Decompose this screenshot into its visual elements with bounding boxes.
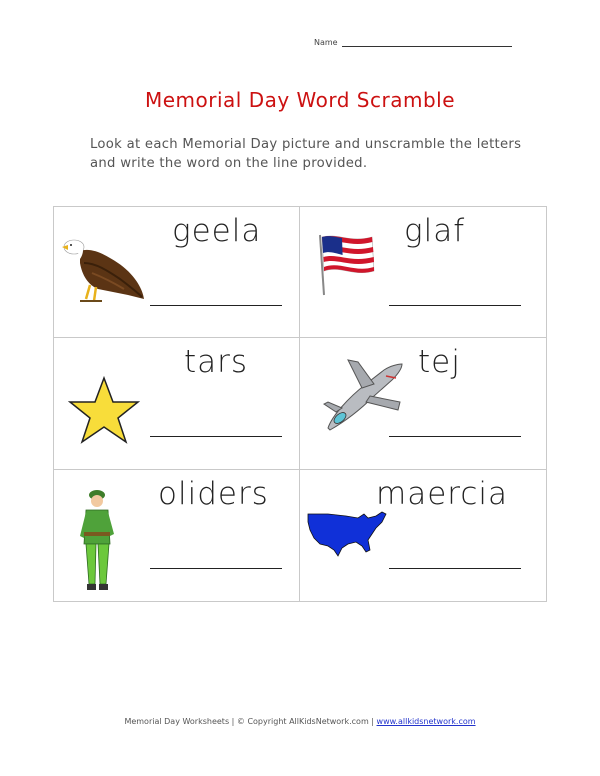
- scramble-cell-america: [300, 470, 546, 601]
- scrambled-word: glaf: [404, 213, 466, 249]
- scrambled-word: oliders: [158, 475, 269, 512]
- footer: [0, 717, 600, 726]
- star-icon: [68, 376, 140, 444]
- america-map-icon: [306, 506, 388, 562]
- soldier-icon: [78, 488, 116, 594]
- footer-text: Memorial Day Worksheets | © Copyright AllKidsNetwork.com |: [124, 717, 374, 726]
- scramble-cell-flag: [300, 207, 546, 338]
- scrambled-word: maercia: [376, 475, 508, 512]
- name-line[interactable]: [342, 38, 512, 47]
- flag-icon: [314, 231, 380, 297]
- scrambled-word: geela: [172, 213, 262, 249]
- instructions: Look at each Memorial Day picture and unscramble the letters and write the word on the line provided.: [90, 137, 522, 171]
- answer-line[interactable]: [150, 305, 282, 306]
- scramble-cell-soldier: [54, 470, 300, 601]
- jet-icon: [318, 356, 406, 434]
- scrambled-word: tars: [184, 344, 249, 381]
- answer-line[interactable]: [389, 436, 521, 437]
- scramble-cell-jet: [300, 338, 546, 469]
- name-label: Name: [314, 38, 338, 47]
- answer-line[interactable]: [389, 305, 521, 306]
- answer-line[interactable]: [150, 436, 282, 437]
- page-title: Memorial Day Word Scramble: [144, 88, 456, 112]
- footer-link[interactable]: www.allkidsnetwork.com: [376, 717, 476, 726]
- scramble-cell-star: [54, 338, 300, 469]
- answer-line[interactable]: [150, 568, 282, 569]
- name-field: [314, 38, 512, 47]
- scramble-grid: [53, 206, 547, 602]
- scramble-cell-eagle: [54, 207, 300, 338]
- eagle-icon: [62, 233, 146, 305]
- answer-line[interactable]: [389, 568, 521, 569]
- scrambled-word: tej: [418, 344, 461, 381]
